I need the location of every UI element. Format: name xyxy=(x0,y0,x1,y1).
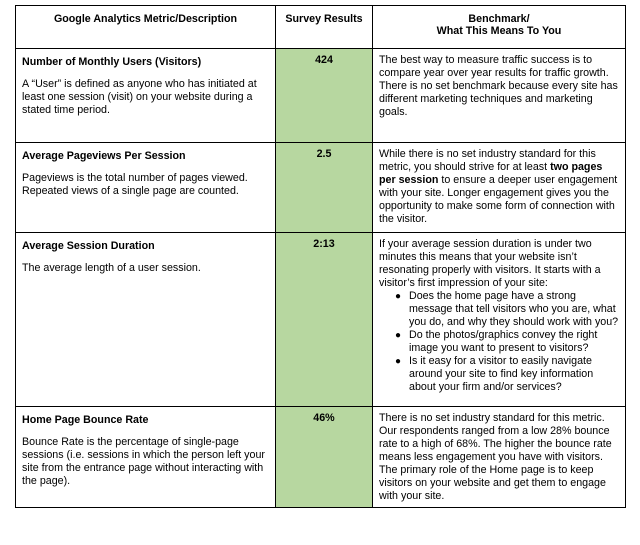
bullet-icon: ● xyxy=(395,356,402,367)
benchmark-emphasis: two pages per session xyxy=(379,161,603,186)
header-benchmark-line2: What This Means To You xyxy=(436,25,562,37)
metric-name: Number of Monthly Users (Visitors) xyxy=(22,56,202,68)
table-row xyxy=(16,49,626,143)
table-row xyxy=(16,233,626,407)
metric-name: Average Session Duration xyxy=(22,240,155,252)
benchmark-text-start: While there is no set industry standard for this metric, you should strive for at least xyxy=(379,148,596,173)
table-header-row xyxy=(16,6,626,49)
list-item xyxy=(395,355,619,394)
metric-cell xyxy=(16,407,276,508)
header-survey-results: Survey Results xyxy=(276,6,373,49)
metric-description: A “User” is defined as anyone who has initiated at least one session (visit) on your website during a stated time period. xyxy=(22,78,257,116)
metric-name: Home Page Bounce Rate xyxy=(22,414,149,426)
survey-result: 2.5 xyxy=(276,143,373,233)
benchmark-text-end: to ensure a deeper user engagement with your site. Longer engagement gives you the opportunity to make some form of connection with the visitor. xyxy=(379,174,618,225)
benchmark-cell xyxy=(373,407,626,508)
table-row xyxy=(16,143,626,233)
list-item-text: Do the photos/graphics convey the right image you want to present to visitors? xyxy=(409,329,598,354)
benchmark-text: The best way to measure traffic success is to compare year over year results for traffic growth. There is no set benchmark because every site has different marketing techniques and marketing goals. xyxy=(379,54,618,118)
benchmark-cell xyxy=(373,49,626,143)
benchmark-question-list xyxy=(379,290,619,394)
list-item xyxy=(395,290,619,329)
bullet-icon: ● xyxy=(395,330,402,341)
survey-result: 424 xyxy=(276,49,373,143)
header-metric-description: Google Analytics Metric/Description xyxy=(16,6,276,49)
metric-cell xyxy=(16,143,276,233)
benchmark-cell xyxy=(373,233,626,407)
benchmark-cell xyxy=(373,143,626,233)
survey-result: 46% xyxy=(276,407,373,508)
header-benchmark xyxy=(373,6,626,49)
metric-description: Bounce Rate is the percentage of single-page sessions (i.e. sessions in which the person left your site from the entrance page without interacting with the page). xyxy=(22,436,265,487)
metric-cell xyxy=(16,233,276,407)
list-item xyxy=(395,329,619,355)
benchmark-text xyxy=(379,148,619,226)
metric-cell xyxy=(16,49,276,143)
table-row xyxy=(16,407,626,508)
survey-result: 2:13 xyxy=(276,233,373,407)
header-benchmark-line1: Benchmark/ xyxy=(468,13,530,25)
metric-name: Average Pageviews Per Session xyxy=(22,150,186,162)
metric-description: The average length of a user session. xyxy=(22,262,201,274)
list-item-text: Is it easy for a visitor to easily navigate around your site to find key information about your firm and/or services? xyxy=(409,355,594,393)
metric-description: Pageviews is the total number of pages viewed. Repeated views of a single page are counted. xyxy=(22,172,248,197)
benchmark-text: If your average session duration is under two minutes this means that your website isn’t resonating properly with visitors. It starts with a visitor’s first impression of your site: xyxy=(379,238,601,289)
analytics-metrics-table xyxy=(15,5,626,508)
bullet-icon: ● xyxy=(395,291,402,302)
list-item-text: Does the home page have a strong message that tell visitors who you are, what you do, and why they should work with you? xyxy=(409,290,619,328)
benchmark-text: There is no set industry standard for this metric. Our respondents ranged from a low 28% bounce rate to a high of 68%. The higher the bounce rate means less engagement you have with visitors. The primary role of the Home page is to keep visitors on your website and get them to engage with your site. xyxy=(379,412,612,502)
